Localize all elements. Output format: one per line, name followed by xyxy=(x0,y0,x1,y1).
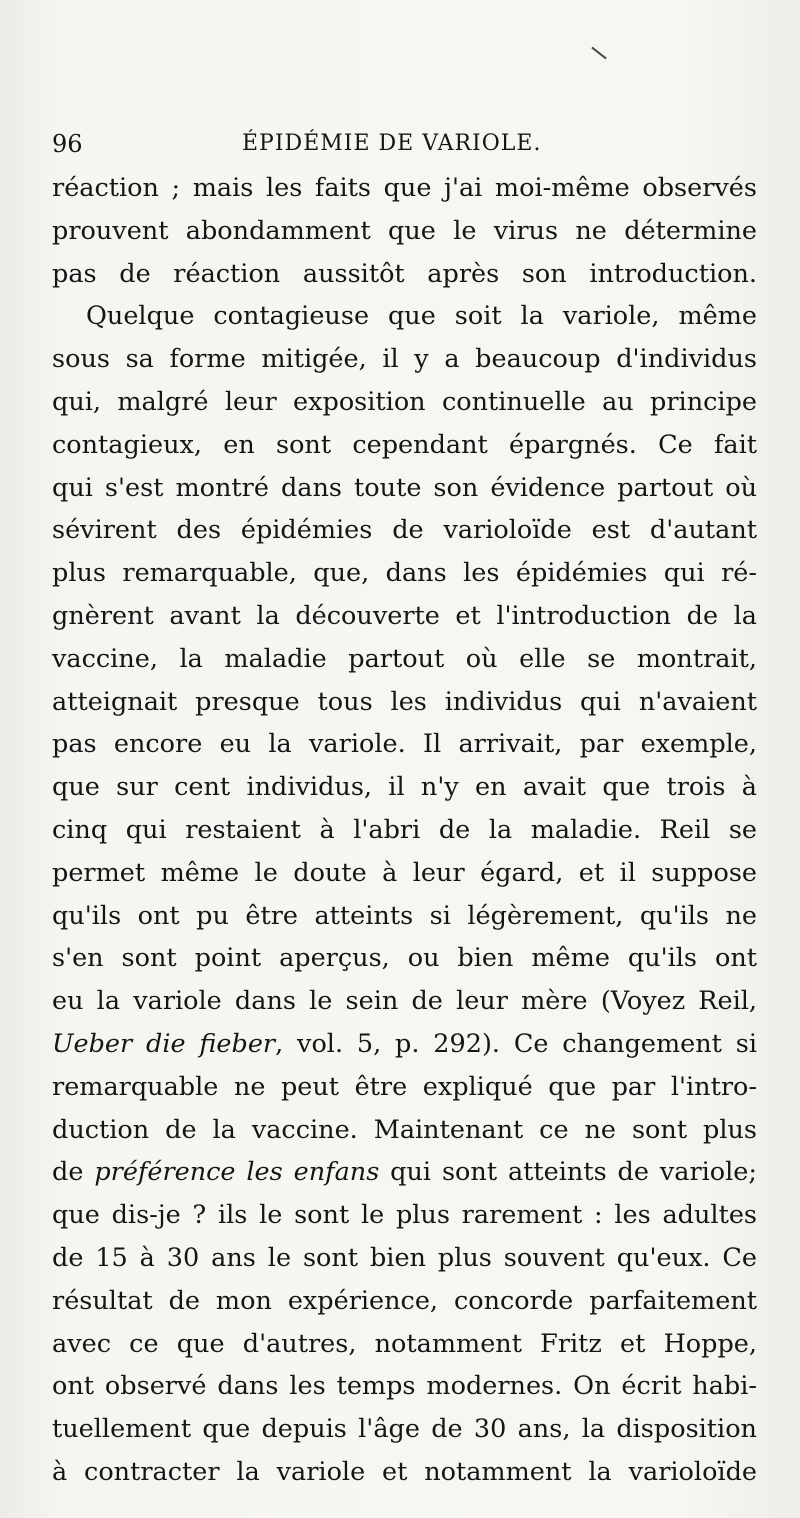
text-line-6 xyxy=(52,381,757,424)
text-line-8 xyxy=(52,467,757,510)
text-line-3 xyxy=(52,253,757,296)
line-text: résultat de mon expérience, concorde parfaitement xyxy=(52,1285,757,1316)
running-head: ÉPIDÉMIE DE VARIOLE. xyxy=(242,131,542,156)
text-line-10 xyxy=(52,552,757,595)
text-line-15 xyxy=(52,766,757,809)
line-text: Quelque contagieuse que soit la variole, même xyxy=(86,301,757,332)
line-text: s'en sont point aperçus, ou bien même qu'ils ont xyxy=(52,943,757,974)
line-text: pas de réaction aussitôt après son introduction. xyxy=(52,258,757,289)
line-text: sous sa forme mitigée, il y a beaucoup d'individus xyxy=(52,344,757,375)
page-header xyxy=(52,128,752,168)
line-text: tuellement que depuis l'âge de 30 ans, la disposition xyxy=(52,1414,757,1445)
line-text: cinq qui restaient à l'abri de la maladie. Reil se xyxy=(52,814,757,845)
line-text: duction de la vaccine. Maintenant ce ne sont plus xyxy=(52,1114,757,1145)
text-line-13 xyxy=(52,681,757,724)
book-title-italic: Ueber die fieber xyxy=(52,1028,276,1059)
line-text: que sur cent individus, il n'y en avait que trois à xyxy=(52,772,757,803)
line-text: qui, malgré leur exposition continuelle au principe xyxy=(52,386,757,417)
emphasis-italic: préférence les enfans xyxy=(94,1157,380,1188)
line-text: , vol. 5, p. 292). Ce changement si xyxy=(275,1028,757,1059)
text-line-27 xyxy=(52,1280,757,1323)
line-text: réaction ; mais les faits que j'ai moi-même observés xyxy=(52,173,757,203)
text-line-23 xyxy=(52,1109,757,1152)
text-line-17 xyxy=(52,852,757,895)
line-prefix: de xyxy=(52,1157,95,1188)
text-line-19 xyxy=(52,937,757,980)
line-text: avec ce que d'autres, notamment Fritz et Hoppe, xyxy=(52,1328,757,1359)
line-text: atteignait presque tous les individus qui n'avaient xyxy=(52,686,757,717)
text-line-9 xyxy=(52,509,757,552)
line-text: qu'ils ont pu être atteints si légèrement, qu'ils ne xyxy=(52,900,757,931)
line-text: prouvent abondamment que le virus ne détermine xyxy=(52,215,757,246)
text-line-18 xyxy=(52,895,757,938)
text-line-14 xyxy=(52,723,757,766)
line-text: sévirent des épidémies de varioloïde est d'autant xyxy=(52,515,757,546)
text-line-22 xyxy=(52,1066,757,1109)
line-text: eu la variole dans le sein de leur mère (Voyez Reil, xyxy=(52,986,757,1017)
text-body xyxy=(52,167,757,1494)
text-line-31 xyxy=(52,1451,757,1494)
line-text: gnèrent avant la découverte et l'introduction de la xyxy=(52,600,757,631)
line-text: permet même le doute à leur égard, et il suppose xyxy=(52,857,757,888)
text-line-2 xyxy=(52,210,757,253)
text-line-25 xyxy=(52,1194,757,1237)
text-line-20 xyxy=(52,980,757,1023)
line-text: que dis-je ? ils le sont le plus rarement : les adultes xyxy=(52,1200,757,1231)
text-line-11 xyxy=(52,595,757,638)
page-number: 96 xyxy=(52,130,83,158)
text-line-1 xyxy=(52,167,757,210)
text-line-26 xyxy=(52,1237,757,1280)
line-text: remarquable ne peut être expliqué que par l'intro- xyxy=(52,1071,757,1102)
line-text: qui s'est montré dans toute son évidence partout où xyxy=(52,472,757,503)
text-line-7 xyxy=(52,424,757,467)
line-text: à contracter la variole et notamment la varioloïde xyxy=(52,1456,757,1487)
text-line-5 xyxy=(52,338,757,381)
text-line-28 xyxy=(52,1323,757,1366)
text-line-24 xyxy=(52,1151,757,1194)
text-line-4 xyxy=(52,295,757,338)
text-line-29 xyxy=(52,1365,757,1408)
line-text: plus remarquable, que, dans les épidémies qui ré- xyxy=(52,558,757,589)
ink-mark xyxy=(591,47,606,60)
line-text: pas encore eu la variole. Il arrivait, par exemple, xyxy=(52,729,757,760)
text-line-12 xyxy=(52,638,757,681)
line-text: ont observé dans les temps modernes. On écrit habi- xyxy=(52,1371,757,1402)
line-text: vaccine, la maladie partout où elle se montrait, xyxy=(52,643,757,674)
line-text: contagieux, en sont cependant épargnés. Ce fait xyxy=(52,429,757,460)
line-text: de 15 à 30 ans le sont bien plus souvent qu'eux. Ce xyxy=(52,1242,757,1273)
line-text: qui sont atteints de variole; xyxy=(379,1157,757,1188)
text-line-16 xyxy=(52,809,757,852)
text-line-30 xyxy=(52,1408,757,1451)
text-line-21 xyxy=(52,1023,757,1066)
